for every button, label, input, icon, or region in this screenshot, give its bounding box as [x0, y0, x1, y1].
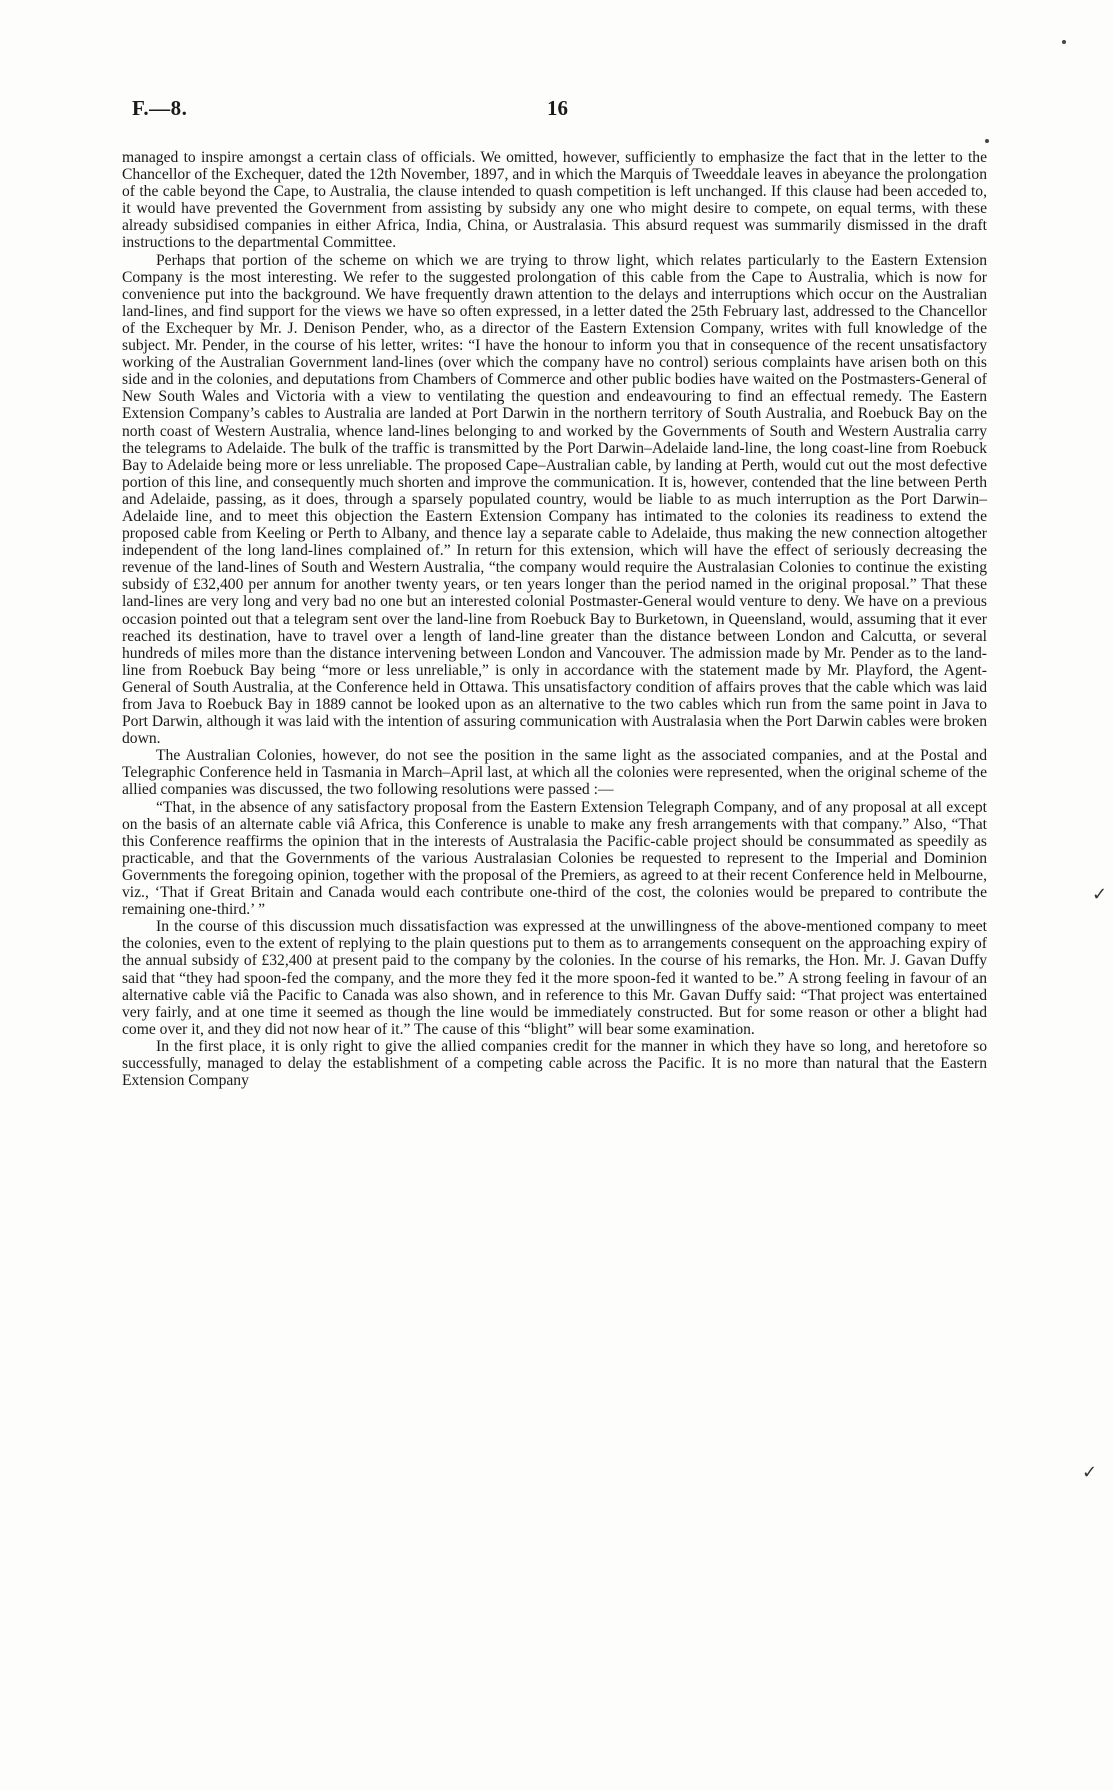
- margin-tick-mark-lower: ✓: [1082, 1462, 1098, 1483]
- paragraph-1: managed to inspire amongst a certain class of officials. We omitted, however, sufficiently to emphasize the fact that in the letter to the Chancellor of the Exchequer, dated the 12th November, 1897, and in which the Marquis of Tweeddale leaves in abeyance the prolongation of the cable beyond the Cape, to Australia, the clause intended to quash competition is left unchanged. If this clause had been acceded to, it would have prevented the Government from assisting by subsidy any one who might desire to compete, on equal terms, with these already subsidised companies in either Africa, India, China, or Australasia. This absurd request was summarily dismissed in the draft instructions to the departmental Committee.: [122, 149, 987, 252]
- page-number: 16: [547, 96, 568, 120]
- paragraph-4: “That, in the absence of any satisfactory proposal from the Eastern Extension Telegraph Company, and of any proposal at all except on the basis of an alternate cable viâ Africa, this Conference is unable to make any fresh arrangements with that company.” Also, “That this Conference reaffirms the opinion that in the interests of Australasia the Pacific-cable project should be consummated as speedily as practicable, and that the Governments of the various Australasian Colonies be requested to represent to the Imperial and Dominion Governments the foregoing opinion, together with the proposal of the Premiers, as agreed to at their recent Conference held in Melbourne, viz., ‘That if Great Britain and Canada would each contribute one-third of the cost, the colonies would be prepared to contribute the remaining one-third.’ ”: [122, 798, 987, 919]
- body-text: [122, 149, 987, 1089]
- paragraph-5: In the course of this discussion much dissatisfaction was expressed at the unwillingness of the above-mentioned company to meet the colonies, even to the extent of replying to the plain questions put to them as to arrangements consequent on the approaching expiry of the annual subsidy of £32,400 at present paid to the company by the colonies. In the course of his remarks, the Hon. Mr. J. Gavan Duffy said that “they had spoon-fed the company, and the more they fed it the more spoon-fed it wanted to be.” A strong feeling in favour of an alternative cable viâ the Pacific to Canada was also shown, and in reference to this Mr. Gavan Duffy said: “That project was entertained very fairly, and at one time it seemed as though the line would be immediately constructed. But for some reason or other a blight had come over it, and they did not now hear of it.” The cause of this “blight” will bear some examination.: [122, 918, 987, 1038]
- margin-speck-top: [1062, 40, 1066, 44]
- paragraph-3: The Australian Colonies, however, do not see the position in the same light as the associated companies, and at the Postal and Telegraphic Conference held in Tasmania in March–April last, at which all the colonies were represented, when the original scheme of the allied companies was discussed, the two following resolutions were passed :—: [122, 747, 987, 799]
- paragraph-6: In the first place, it is only right to give the allied companies credit for the manner in which they have so long, and heretofore so successfully, managed to delay the establishment of a competing cable across the Pacific. It is no more than natural that the Eastern Extension Company: [122, 1037, 987, 1090]
- page-header: [132, 96, 982, 126]
- margin-tick-mark: ✓: [1092, 884, 1108, 905]
- ink-speck-header: [985, 139, 989, 143]
- paragraph-2: Perhaps that portion of the scheme on which we are trying to throw light, which relates particularly to the Eastern Extension Company is the most interesting. We refer to the suggested prolongation of this cable from the Cape to Australia, which is now for convenience put into the background. We have frequently drawn attention to the delays and interruptions which occur on the Australian land-lines, and find support for the views we have so often expressed, in a letter dated the 25th February last, addressed to the Chancellor of the Exchequer by Mr. J. Denison Pender, who, as a director of the Eastern Extension Company, writes with full knowledge of the subject. Mr. Pender, in the course of his letter, writes: “I have the honour to inform you that in consequence of the recent unsatisfactory working of the Australian Government land-lines (over which the company have no control) serious complaints have arisen both on this side and in the colonies, and deputations from Chambers of Commerce and other public bodies have waited on the Postmasters-General of New South Wales and Victoria with a view to ventilating the question and endeavouring to find an effectual remedy. The Eastern Extension Company’s cables to Australia are landed at Port Darwin in the northern territory of South Australia, and Roebuck Bay on the north coast of Western Australia, whence land-lines belonging to and worked by the Governments of South and Western Australia carry the telegrams to Adelaide. The bulk of the traffic is transmitted by the Port Darwin–Adelaide land-line, the long coast-line from Roebuck Bay to Adelaide being more or less unreliable. The proposed Cape–Australian cable, by landing at Perth, would cut out the most defective portion of this line, and consequently much shorten and improve the communication. It is, however, contended that the line between Perth and Adelaide, passing, as it does, through a sparsely populated country, would be liable to as much interruption as the Port Darwin–Adelaide line, and to meet this objection the Eastern Extension Company has intimated to the colonies its readiness to extend the proposed cable from Keeling or Perth to Albany, and thence lay a separate cable to Adelaide, thus making the new connection altogether independent of the long land-lines complained of.” In return for this extension, which will have the effect of seriously decreasing the revenue of the land-lines of South and Western Australia, “the company would require the Australasian Colonies to continue the existing subsidy of £32,400 per annum for another twenty years, or ten years longer than the period named in the original proposal.” That these land-lines are very long and very bad no one but an interested colonial Postmaster-General would venture to deny. We have on a previous occasion pointed out that a telegram sent over the land-line from Roebuck Bay to Burketown, in Queensland, would, assuming that it ever reached its destination, have to travel over a length of land-line greater than the distance between London and Calcutta, or several hundreds of miles more than the distance intervening between London and Vancouver. The admission made by Mr. Pender as to the land-line from Roebuck Bay being “more or less unreliable,” is only in accordance with the statement made by Mr. Playford, the Agent-General of South Australia, at the Conference held in Ottawa. This unsatisfactory condition of affairs proves that the cable which was laid from Java to Roebuck Bay in 1889 cannot be looked upon as an alternative to the two cables which run from the same point in Java to Port Darwin, although it was laid with the intention of assuring communication with Australasia when the Port Darwin cables were broken down.: [122, 251, 987, 748]
- series-reference: F.—8.: [132, 96, 188, 120]
